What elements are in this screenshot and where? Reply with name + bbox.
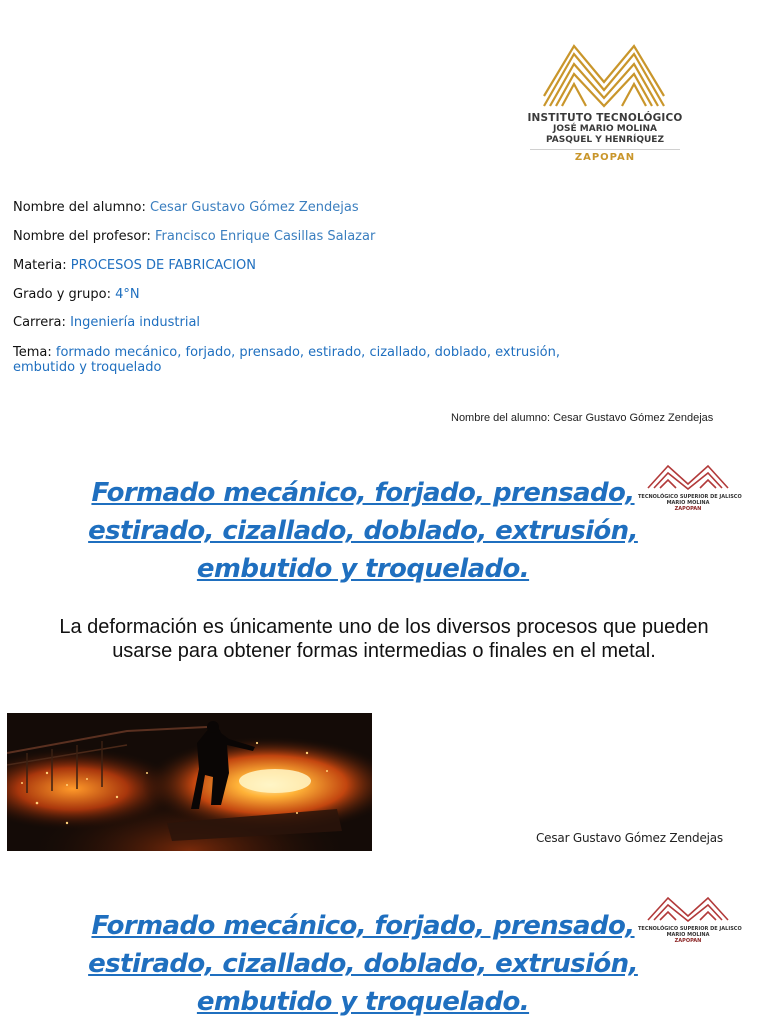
footer-student-name-2: Cesar Gustavo Gómez Zendejas <box>536 831 723 845</box>
intro-paragraph <box>10 615 758 663</box>
tema-value-line1: formado mecánico, forjado, prensado, estirado, cizallado, doblado, extrusión, <box>55 345 561 360</box>
profesor-label: Nombre del profesor: <box>13 229 151 244</box>
logo-name-2: PASQUEL Y HENRÍQUEZ <box>546 135 664 145</box>
tema-value-line2: embutido y troquelado <box>13 360 162 375</box>
logo-city: ZAPOPAN <box>574 152 636 163</box>
title-line-2: estirado, cizallado, doblado, extrusión, <box>88 516 638 546</box>
title2-line-2: estirado, cizallado, doblado, extrusión, <box>88 949 638 979</box>
info-grado <box>13 287 613 302</box>
main-title <box>70 474 656 588</box>
carrera-value: Ingeniería industrial <box>70 315 201 330</box>
title-line-1: Formado mecánico, forjado, prensado, <box>91 478 635 508</box>
alumno-value: Cesar Gustavo Gómez Zendejas <box>149 200 359 215</box>
small-logo-line1: TECNOLÓGICO SUPERIOR DE JALISCO <box>638 494 742 500</box>
grado-label: Grado y grupo: <box>13 287 111 302</box>
info-materia <box>13 258 613 273</box>
intro-line-1: La deformación es únicamente uno de los diversos procesos que pueden <box>59 616 709 638</box>
small-logo-line2: MARIO MOLINA <box>666 500 710 506</box>
forge-worker-image <box>7 713 372 851</box>
title-line-3: embutido y troquelado. <box>196 554 530 584</box>
small-mountain-logo-icon-2 <box>646 894 730 922</box>
info-profesor <box>13 229 613 244</box>
alumno-label: Nombre del alumno: <box>13 200 146 215</box>
grado-value: 4°N <box>115 287 140 302</box>
small-logo-line3: ZAPOPAN <box>674 506 702 512</box>
logo-name-1: JOSÉ MARIO MOLINA <box>553 124 657 134</box>
small-logo2-line2: MARIO MOLINA <box>666 932 710 938</box>
logo-divider <box>530 149 680 150</box>
materia-value: PROCESOS DE FABRICACION <box>70 258 256 273</box>
small-logo2-line3: ZAPOPAN <box>674 938 702 944</box>
small-logo2-line1: TECNOLÓGICO SUPERIOR DE JALISCO <box>638 926 742 932</box>
profesor-value: Francisco Enrique Casillas Salazar <box>154 229 376 244</box>
title2-line-3: embutido y troquelado. <box>196 987 530 1017</box>
info-carrera <box>13 315 613 330</box>
forge-photo <box>7 713 372 851</box>
institute-logo <box>520 44 690 172</box>
intro-line-2: usarse para obtener formas intermedias o finales en el metal. <box>112 640 656 662</box>
logo-title: INSTITUTO TECNOLÓGICO <box>527 112 683 124</box>
title2-line-1: Formado mecánico, forjado, prensado, <box>91 911 635 941</box>
small-institute-logo <box>638 462 742 512</box>
footer-student-name: Nombre del alumno: Cesar Gustavo Gómez Zendejas <box>451 412 714 424</box>
info-tema <box>13 345 613 375</box>
tema-label: Tema: <box>13 345 52 360</box>
info-alumno <box>13 200 613 215</box>
small-institute-logo-2 <box>638 894 742 944</box>
small-mountain-logo-icon <box>646 462 730 490</box>
mountain-logo-icon <box>542 44 668 110</box>
materia-label: Materia: <box>13 258 67 273</box>
carrera-label: Carrera: <box>13 315 66 330</box>
main-title-2 <box>70 907 656 1021</box>
